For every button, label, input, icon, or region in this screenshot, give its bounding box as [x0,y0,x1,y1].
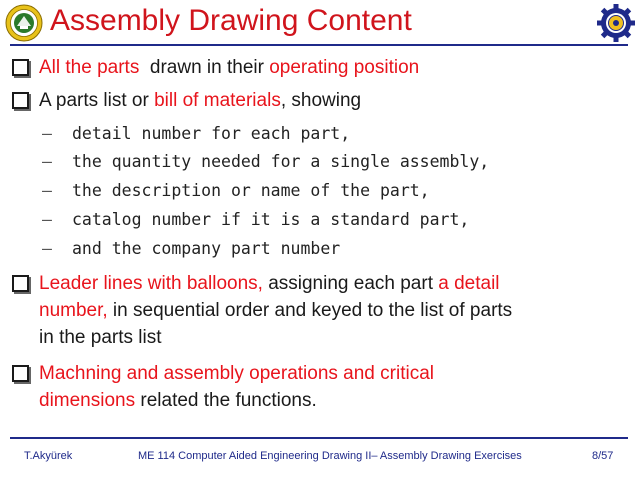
sub-item [42,123,350,145]
bullet-text-segment: Machning and assembly operations and critical [39,363,434,384]
bullet-text-segment: a detail [438,273,500,294]
checkbox-bullet-icon [12,365,29,382]
sub-item [42,209,469,231]
bullet-text-segment: in the parts list [39,327,162,348]
dash-icon: – [42,152,52,171]
sub-item [42,238,340,260]
footer-page-number: 8/57 [592,450,614,462]
bullet-text-segment: Leader lines with balloons, [39,273,263,294]
page-title: Assembly Drawing Content [50,4,412,37]
bullet-text-segment: dimensions [39,390,136,411]
university-seal-icon [5,4,43,42]
checkbox-bullet-icon [12,59,29,76]
sub-item-text: detail number for each part, [72,124,351,143]
footer-author: T.Akyürek [24,450,73,462]
bullet-text-segment: A parts list or [39,90,155,111]
sub-item-text: the quantity needed for a single assembly, [72,152,490,171]
bullet-text-segment: , showing [280,90,362,111]
gear-logo-icon [596,3,636,43]
checkbox-bullet-icon [12,92,29,109]
sub-item [42,151,489,173]
sub-item [42,180,430,202]
checkbox-bullet-icon [12,275,29,292]
title-divider [10,44,628,46]
footer-divider [10,437,628,439]
bullet-text-segment: assigning each part [262,273,439,294]
bullet-text-segment: in sequential order and keyed to the list of parts [107,300,513,321]
dash-icon: – [42,124,52,143]
bullet-text-segment: bill of materials [154,90,281,111]
bullet-text-segment: number, [39,300,108,321]
sub-item-text: catalog number if it is a standard part, [72,210,470,229]
dash-icon: – [42,181,52,200]
bullet-text-segment: All the parts [39,57,140,78]
bullet-text-segment: drawn in their [139,57,270,78]
footer-course: ME 114 Computer Aided Engineering Drawing II– Assembly Drawing Exercises [138,450,522,462]
sub-item-text: the description or name of the part, [72,181,430,200]
dash-icon: – [42,210,52,229]
sub-item-text: and the company part number [72,239,341,258]
dash-icon: – [42,239,52,258]
bullet-text-segment: operating position [269,57,420,78]
bullet-text-segment: related the functions. [135,390,317,411]
